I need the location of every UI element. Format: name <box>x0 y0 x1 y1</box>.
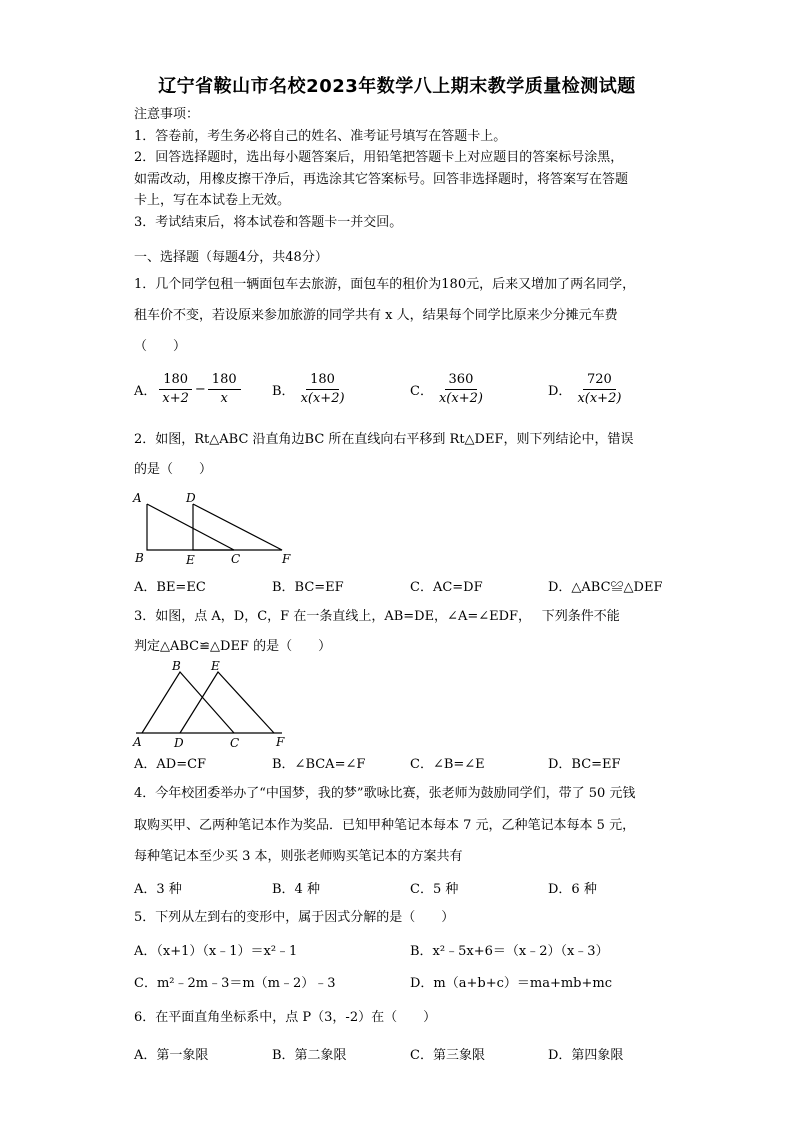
point-label-c: C <box>230 736 240 750</box>
q2-options <box>134 576 674 600</box>
point-label-d: D <box>186 491 196 505</box>
q5-option-d: D．m（a+b+c）＝ma+mb+mc <box>410 976 613 991</box>
q2-line1: 2．如图，Rt△ABC 沿直角边BC 所在直线向右平移到 Rt△DEF，则下列结论中，错误 <box>134 432 634 447</box>
q6-option-d: D．第四象限 <box>548 1048 624 1063</box>
q5-options-row2 <box>134 972 674 996</box>
q5-option-b: B．x²﹣5x+6＝（x﹣2）（x﹣3） <box>410 944 609 959</box>
point-label-a: A <box>133 735 142 749</box>
triangle-def <box>180 672 274 733</box>
q2-option-b: B．BC=EF <box>272 580 344 595</box>
fraction <box>573 372 625 407</box>
notice-line: 1．答卷前，考生务必将自己的姓名、准考证号填写在答题卡上。 <box>134 128 507 144</box>
q3-line1: 3．如图，点 A，D，C，F 在一条直线上，AB=DE，∠A=∠EDF， 下列条件不能 <box>134 609 620 624</box>
q3-option-d: D．BC=EF <box>548 757 621 772</box>
option-label: B． <box>272 384 295 399</box>
q1-option-a <box>134 372 243 407</box>
numerator: 180 <box>306 372 339 390</box>
q5-option-c: C．m²﹣2m﹣3＝m（m﹣2）﹣3 <box>134 976 336 991</box>
point-label-a: A <box>133 491 142 505</box>
q3-line2: 判定△ABC≌△DEF 的是（ ） <box>134 639 332 654</box>
triangle-abc <box>147 504 234 550</box>
notice-line: 如需改动，用橡皮擦干净后，再选涂其它答案标号。回答非选择题时，将答案写在答题 <box>134 171 629 187</box>
notice-block <box>134 104 664 233</box>
q1-paren: （ ） <box>134 339 187 354</box>
denominator: x+2 <box>162 391 189 406</box>
q5-line1: 5．下列从左到右的变形中，属于因式分解的是（ ） <box>134 910 455 925</box>
point-label-b: B <box>172 659 181 673</box>
q1-option-d <box>548 372 627 407</box>
q1-options <box>134 372 674 416</box>
fraction <box>435 372 487 407</box>
denominator: x <box>220 391 228 406</box>
numerator: 180 <box>159 372 192 390</box>
point-label-f: F <box>276 735 285 749</box>
q3-option-b: B．∠BCA=∠F <box>272 757 366 772</box>
q4-option-b: B．4 种 <box>272 882 320 897</box>
q5-option-a: A．（x+1）（x﹣1）＝x²﹣1 <box>134 944 298 959</box>
fraction <box>208 372 241 407</box>
point-label-e: E <box>211 659 220 673</box>
triangle-abc <box>142 672 234 733</box>
q6-option-c: C．第三象限 <box>410 1048 485 1063</box>
q4-option-c: C．5 种 <box>410 882 459 897</box>
q4-line1: 4．今年校团委举办了“中国梦，我的梦”歌咏比赛，张老师为鼓励同学们，带了 50 元钱 <box>134 786 636 801</box>
page-title: 辽宁省鞍山市名校2023年数学八上期末教学质量检测试题 <box>158 76 636 97</box>
point-label-d: D <box>174 736 184 750</box>
q2-option-a: A．BE=EC <box>134 580 206 595</box>
q4-line3: 每种笔记本至少买 3 本，则张老师购买笔记本的方案共有 <box>134 849 463 864</box>
q1-line1: 1．几个同学包租一辆面包车去旅游，面包车的租价为180元，后来又增加了两名同学， <box>134 277 636 292</box>
q3-options <box>134 753 674 777</box>
q3-option-a: A．AD=CF <box>134 757 207 772</box>
minus-sign: − <box>194 382 206 397</box>
notice-line: 3．考试结束后，将本试卷和答题卡一并交回。 <box>134 214 403 230</box>
q4-line2: 取购买甲、乙两种笔记本作为奖品．已知甲种笔记本每本 7 元，乙种笔记本每本 5 元， <box>134 818 636 833</box>
q6-options <box>134 1044 674 1068</box>
denominator: x(x+2) <box>577 391 622 406</box>
q4-options <box>134 878 674 902</box>
q1-option-b <box>272 372 351 407</box>
denominator: x(x+2) <box>300 391 345 406</box>
q2-figure <box>130 490 300 568</box>
numerator: 720 <box>583 372 616 390</box>
point-label-e: E <box>186 553 195 567</box>
triangle-def <box>193 504 282 550</box>
q3-option-c: C．∠B=∠E <box>410 757 485 772</box>
notice-line: 2．回答选择题时，选出每小题答案后，用铅笔把答题卡上对应题目的答案标号涂黑， <box>134 150 624 165</box>
point-label-f: F <box>282 552 291 566</box>
numerator: 360 <box>445 372 478 390</box>
q1-option-c <box>410 372 489 407</box>
numerator: 180 <box>208 372 241 390</box>
q4-option-d: D．6 种 <box>548 882 597 897</box>
q2-option-d: D．△ABC≌△DEF <box>548 580 663 595</box>
option-label: A． <box>134 384 157 399</box>
notice-heading: 注意事项： <box>134 107 200 122</box>
q5-options-row1 <box>134 940 674 964</box>
point-label-c: C <box>231 552 241 566</box>
denominator: x(x+2) <box>438 391 483 406</box>
q2-line2: 的是（ ） <box>134 462 213 477</box>
section-heading: 一、选择题（每题4分，共48分） <box>134 250 328 265</box>
q6-line1: 6．在平面直角坐标系中，点 P（3，-2）在（ ） <box>134 1010 437 1025</box>
q2-option-c: C．AC=DF <box>410 580 483 595</box>
option-label: C． <box>410 384 433 399</box>
notice-line: 卡上，写在本试卷上无效。 <box>134 193 291 208</box>
q3-figure <box>130 658 300 750</box>
fraction <box>297 372 349 407</box>
fraction <box>158 372 193 407</box>
point-label-b: B <box>135 551 144 565</box>
option-label: D． <box>548 384 572 399</box>
q6-option-a: A．第一象限 <box>134 1048 209 1063</box>
q6-option-b: B．第二象限 <box>272 1048 347 1063</box>
q4-option-a: A．3 种 <box>134 882 182 897</box>
q1-line2: 租车价不变，若设原来参加旅游的同学共有 x 人，结果每个同学比原来少分摊元车费 <box>134 308 618 323</box>
